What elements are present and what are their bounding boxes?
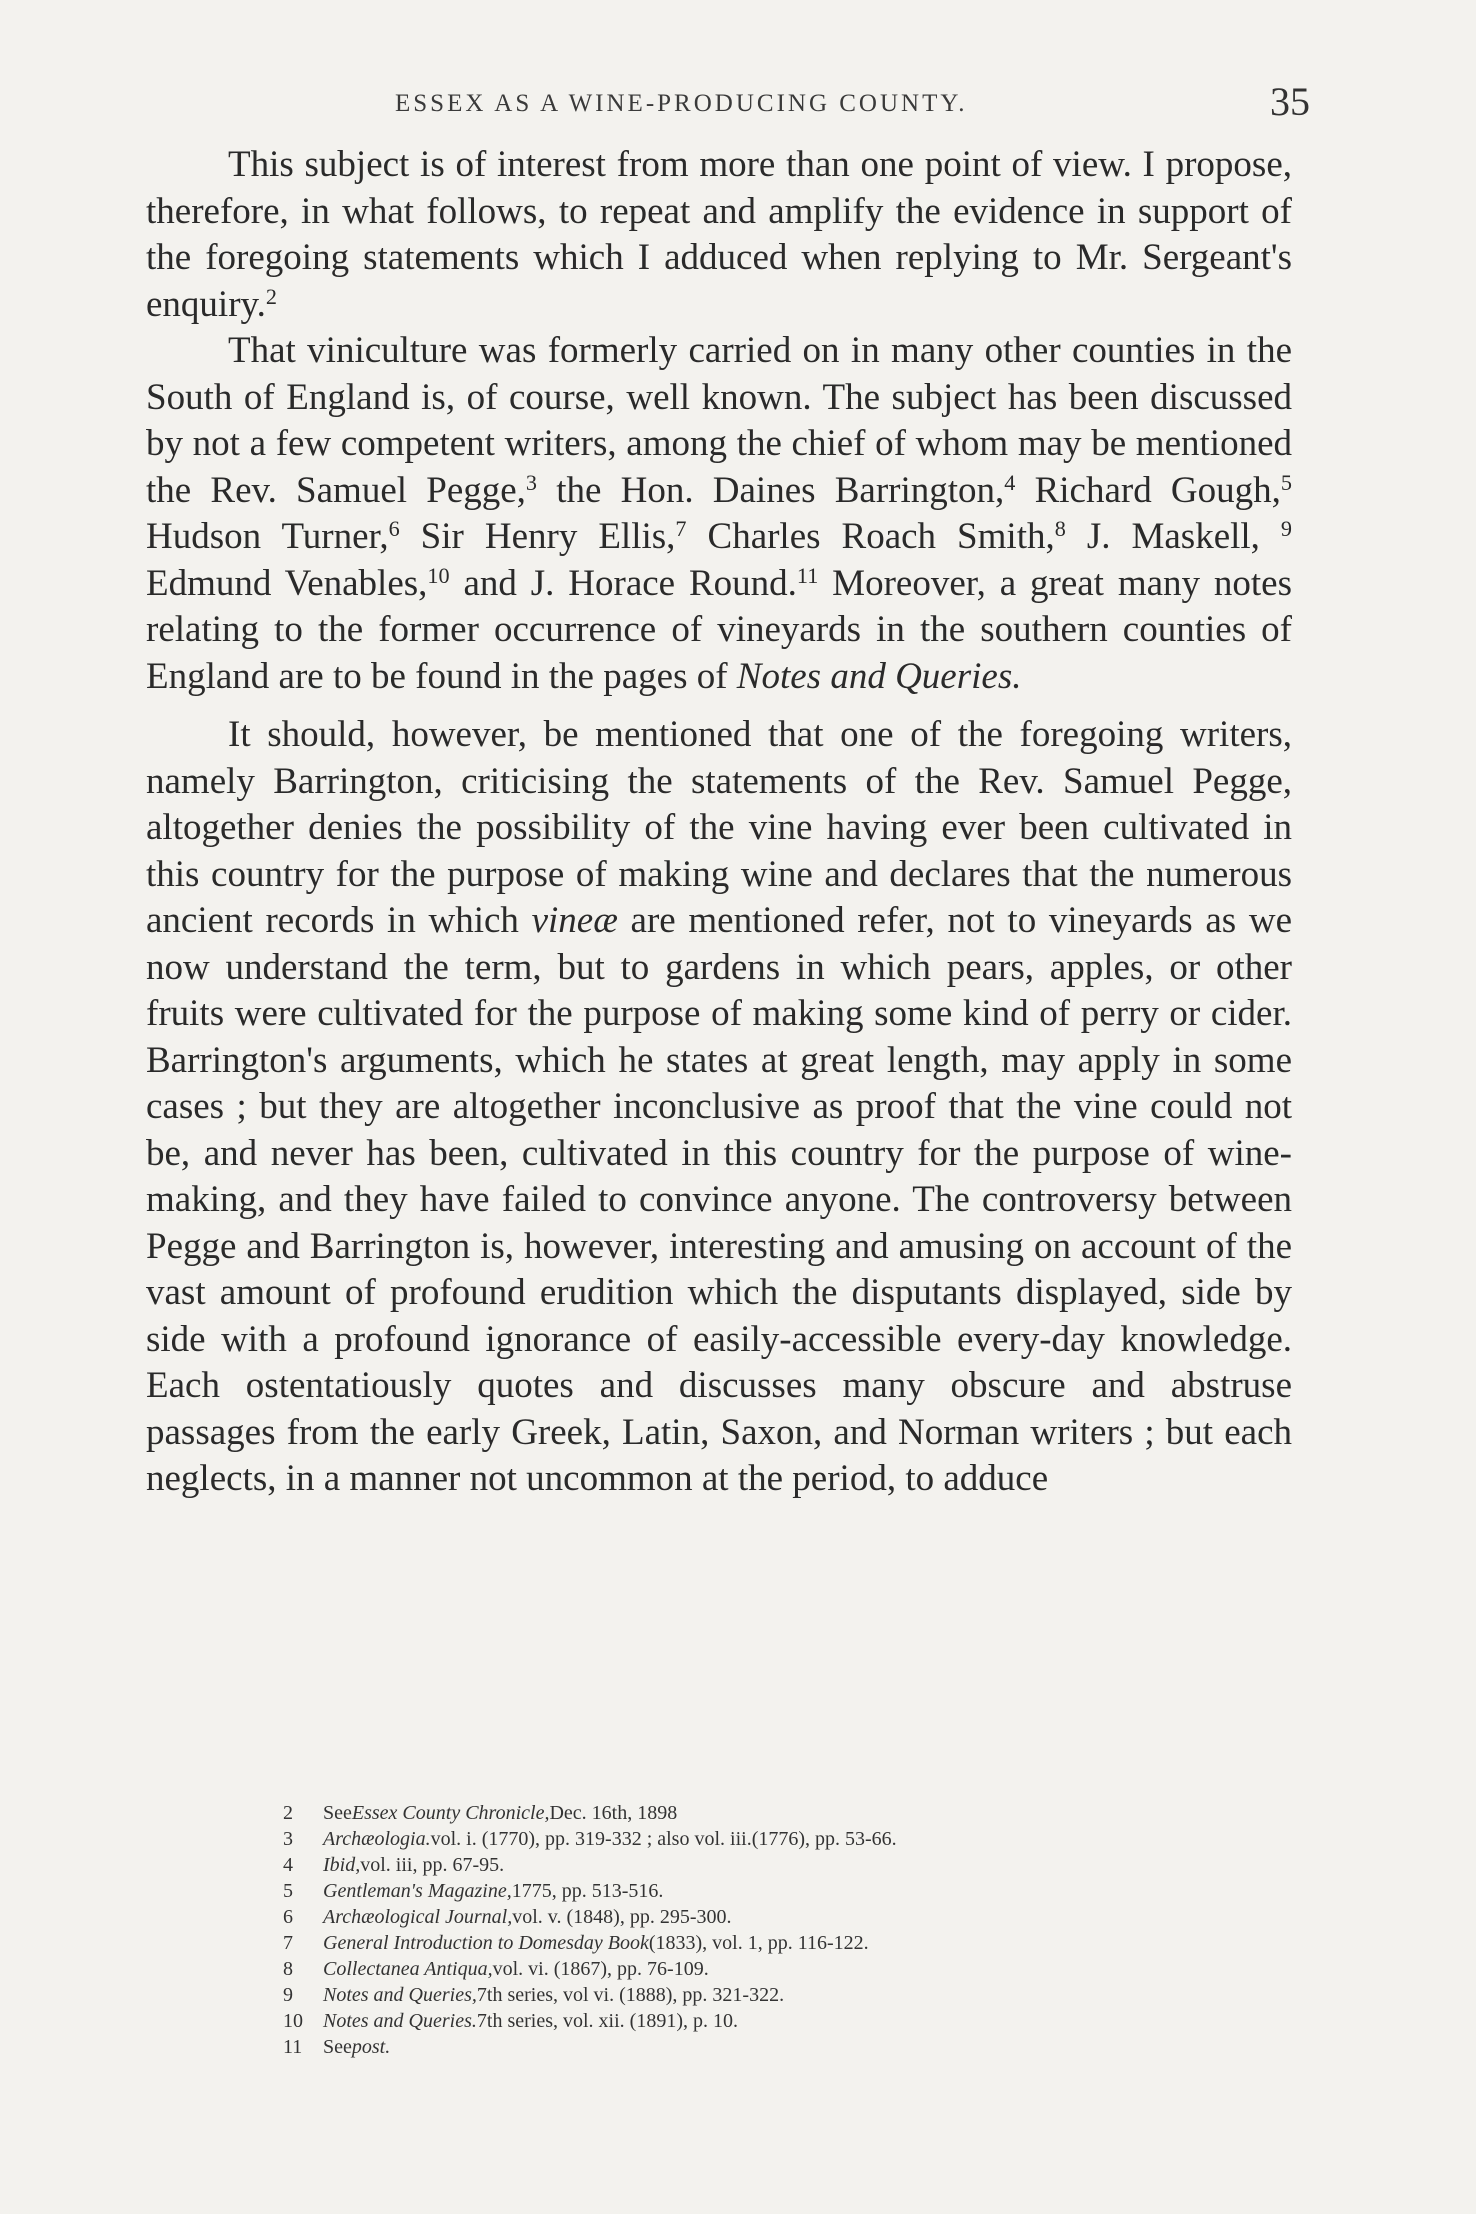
paragraph-2: That viniculture was formerly carried on in many other counties in the South of England is, of course, well known. The subject has been discussed by not a few competent writers, among the chief of whom may be mentioned the Rev. Samuel Pegge,$^3$ the Hon. Daines Barrington,$^4$ Richard Gough,$^5$ Hudson Turner,$^6$ Sir Henry Ellis,$^7$ Charles Roach Smith,$^8$ J. Maskell, $^9$ Edmund Venables,$^{10}$ and J. Horace Round.$^{11}$ Moreover, a great many notes relating to the former occurrence of vineyards in the southern counties of England are to be found in the pages of Notes and Queries. — [146, 330, 1293, 697]
footnote: 8 Collectanea Antiqua, vol. vi. (1867), pp. 76-109. — [283, 1958, 709, 1980]
footnotes — [283, 1800, 1263, 2060]
footnote: 5 Gentleman's Magazine, 1775, pp. 513-516. — [283, 1880, 664, 1902]
paragraph-1: This subject is of interest from more than one point of view. I propose, therefore, in what follows, to repeat and amplify the evidence in support of the foregoing statements which I adduced when replying to Mr. Sergeant's enquiry.$^2$ — [146, 144, 1292, 325]
footnote: 3 Archæologia. vol. i. (1770), pp. 319-332 ; also vol. iii.(1776), pp. 53-66. — [283, 1828, 897, 1850]
footnote-ref: 4 — [1004, 469, 1016, 495]
footnote: 4 Ibid, vol. iii, pp. 67-95. — [283, 1854, 505, 1876]
footnote-ref: 5 — [1280, 469, 1292, 495]
footnote: 11 See post. — [283, 2036, 391, 2058]
footnote-ref: 9 — [1280, 515, 1293, 541]
footnote-ref: 11 — [796, 562, 819, 588]
paragraph-3: It should, however, be mentioned that one of the foregoing writers, namely Barrington, criticising the statements of the Rev. Samuel Pegge, altogether denies the possibility of the vine having ever been cultivated in this country for the purpose of making wine and declares that the numerous ancient records in which vineæ are mentioned refer, not to vineyards as we now understand the term, but to gardens in which pears, apples, or other fruits were cultivated for the purpose of making some kind of perry or cider. Barrington's arguments, which he states at great length, may apply in some cases ; but they are altogether inconclusive as proof that the vine could not be, and never has been, cultivated in this country for the purpose of wine-making, and they have failed to convince anyone. The controversy between Pegge and Barrington is, however, interesting and amusing on account of the vast amount of profound erudition which the disputants displayed, side by side with a profound ignorance of easily-accessible every-day knowledge. Each ostentatiously quotes and discusses many obscure and abstruse passages from the early Greek, Latin, Saxon, and Norman writers ; but each neglects, in a manner not uncommon at the period, to adduce — [146, 714, 1292, 1499]
footnote: 9 Notes and Queries, 7th series, vol vi. (1888), pp. 321-322. — [283, 1984, 785, 2006]
footnote-ref: 7 — [675, 515, 687, 541]
footnote-ref: 8 — [1054, 515, 1066, 541]
footnote: 7 General Introduction to Domesday Book (1833), vol. 1, pp. 116-122. — [283, 1932, 869, 1954]
body-text — [146, 142, 1292, 1503]
footnote: 6 Archæological Journal, vol. v. (1848), pp. 295-300. — [283, 1906, 732, 1928]
footnote: 10 Notes and Queries. 7th series, vol. xii. (1891), p. 10. — [283, 2010, 738, 2032]
footnote-ref: 6 — [388, 515, 400, 541]
footnote-ref: 2 — [265, 283, 277, 309]
page-number: 35 — [1270, 79, 1310, 124]
footnote: 2 See Essex County Chronicle, Dec. 16th, 1898 — [283, 1802, 678, 1824]
italic-title: Notes and Queries. — [736, 655, 1022, 697]
running-head: ESSEX AS A WINE-PRODUCING COUNTY. — [395, 90, 968, 117]
footnote-ref: 10 — [427, 562, 450, 588]
footnote-ref: 3 — [525, 469, 538, 495]
italic-term: vineæ — [531, 900, 618, 941]
page-header — [145, 78, 1310, 134]
